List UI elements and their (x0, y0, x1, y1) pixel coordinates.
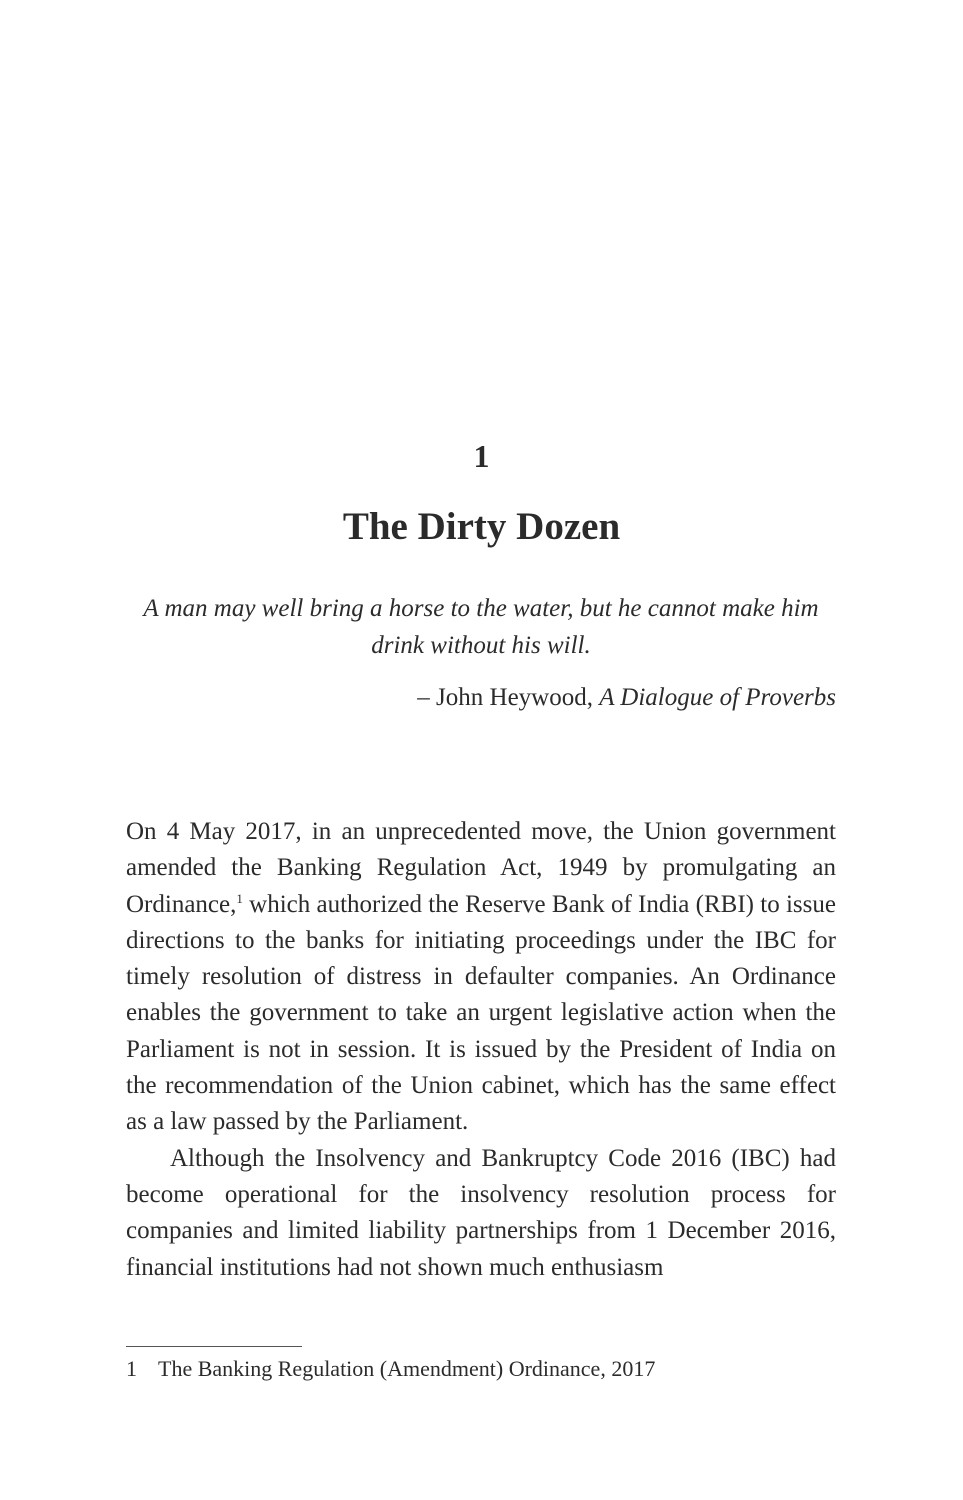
paragraph-1 (126, 814, 836, 1141)
paragraph-1-rest: which authorized the Reserve Bank of India (RBI) to issue directions to the banks for initiating proceedings under the IBC for timely resolution of distress in defaulter companies. An Ordinance enables the government to take an urgent legislative action when the Parliament is not in session. It is issued by the President of India on the recommendation of the Union cabinet, which has the same effect as a law passed by the Parliament. (126, 890, 836, 1136)
footnote-divider (126, 1346, 302, 1347)
body-text (126, 814, 836, 1286)
footnote-text: The Banking Regulation (Amendment) Ordinance, 2017 (158, 1356, 656, 1381)
footnote-number: 1 (126, 1356, 137, 1381)
chapter-number: 1 (473, 438, 490, 474)
footnote-reference[interactable]: 1 (236, 890, 243, 906)
attribution-author: – John Heywood, (417, 684, 600, 711)
paragraph-1-start: On 4 May 2017, in an unprecedented move, the Union government amended the Banking Regulation Act, 1949 by promulgating an Ordinance, (126, 818, 836, 918)
attribution-work: A Dialogue of Proverbs (599, 684, 836, 711)
epigraph-quote: A man may well bring a horse to the water, but he cannot make him drink without his will. (143, 595, 819, 659)
paragraph-2: Although the Insolvency and Bankruptcy Code 2016 (IBC) had become operational for the insolvency resolution process for companies and limited liability partnerships from 1 December 2016, financial institutions had not shown much enthusiasm (126, 1144, 836, 1281)
chapter-title: The Dirty Dozen (342, 505, 621, 548)
epigraph-attribution (126, 679, 836, 716)
footnote (126, 1354, 836, 1384)
